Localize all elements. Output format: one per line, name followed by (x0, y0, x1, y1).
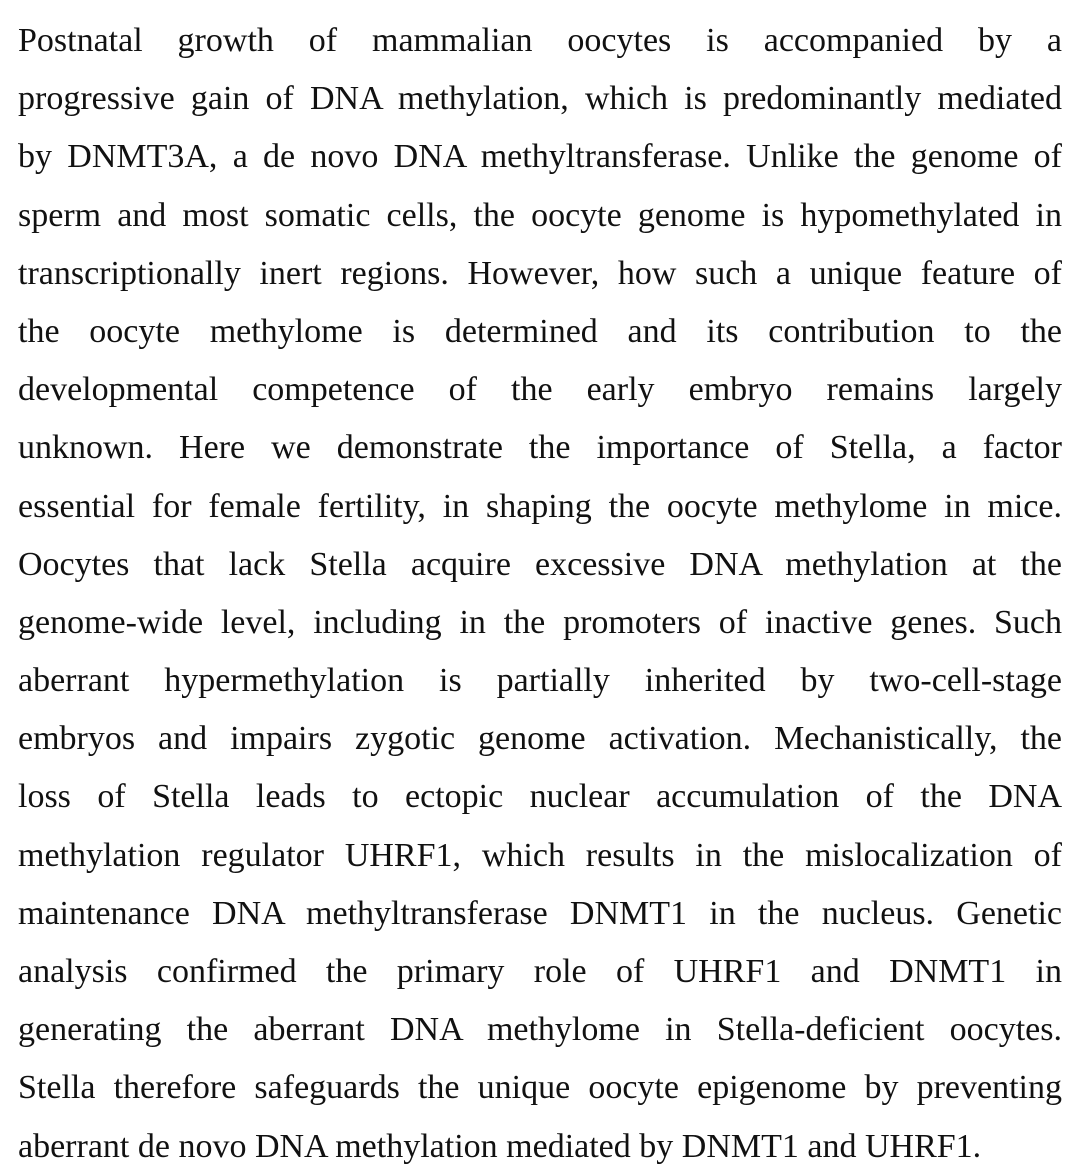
abstract-line-12: aberrant hypermethylation is partially inherited by two-cell-stage (18, 662, 1062, 700)
abstract-line-19: Stella therefore safeguards the unique oocyte epigenome by preventing (18, 1069, 1062, 1107)
abstract-line-3: by DNMT3A, a de novo DNA methyltransferase. Unlike the genome of (18, 138, 1062, 176)
abstract-line-11: genome-wide level, including in the promoters of inactive genes. Such (18, 603, 1062, 641)
abstract-line-18: generating the aberrant DNA methylome in Stella-deficient oocytes. (18, 1011, 1062, 1049)
abstract-line-15: methylation regulator UHRF1, which results in the mislocalization of (18, 836, 1062, 874)
abstract-line-17: analysis confirmed the primary role of UHRF1 and DNMT1 in (18, 953, 1062, 990)
abstract-line-2: progressive gain of DNA methylation, which is predominantly mediated (18, 80, 1062, 118)
abstract-line-1: Postnatal growth of mammalian oocytes is accompanied by a (18, 22, 1062, 59)
abstract-text (18, 12, 1062, 1176)
abstract-line-16: maintenance DNA methyltransferase DNMT1 in the nucleus. Genetic (18, 894, 1062, 932)
abstract-line-7: developmental competence of the early embryo remains largely (18, 371, 1062, 409)
abstract-line-5: transcriptionally inert regions. However, how such a unique feature of (18, 254, 1062, 292)
abstract-line-6: the oocyte methylome is determined and its contribution to the (18, 312, 1062, 350)
abstract-line-8: unknown. Here we demonstrate the importance of Stella, a factor (18, 429, 1062, 467)
abstract-line-14: loss of Stella leads to ectopic nuclear accumulation of the DNA (18, 778, 1062, 816)
abstract-line-13: embryos and impairs zygotic genome activation. Mechanistically, the (18, 720, 1062, 758)
abstract-line-9: essential for female fertility, in shaping the oocyte methylome in mice. (18, 487, 1062, 525)
abstract-line-4: sperm and most somatic cells, the oocyte genome is hypomethylated in (18, 196, 1062, 234)
abstract-line-10: Oocytes that lack Stella acquire excessive DNA methylation at the (18, 545, 1062, 583)
abstract-line-20: aberrant de novo DNA methylation mediated by DNMT1 and UHRF1. (18, 1127, 982, 1165)
